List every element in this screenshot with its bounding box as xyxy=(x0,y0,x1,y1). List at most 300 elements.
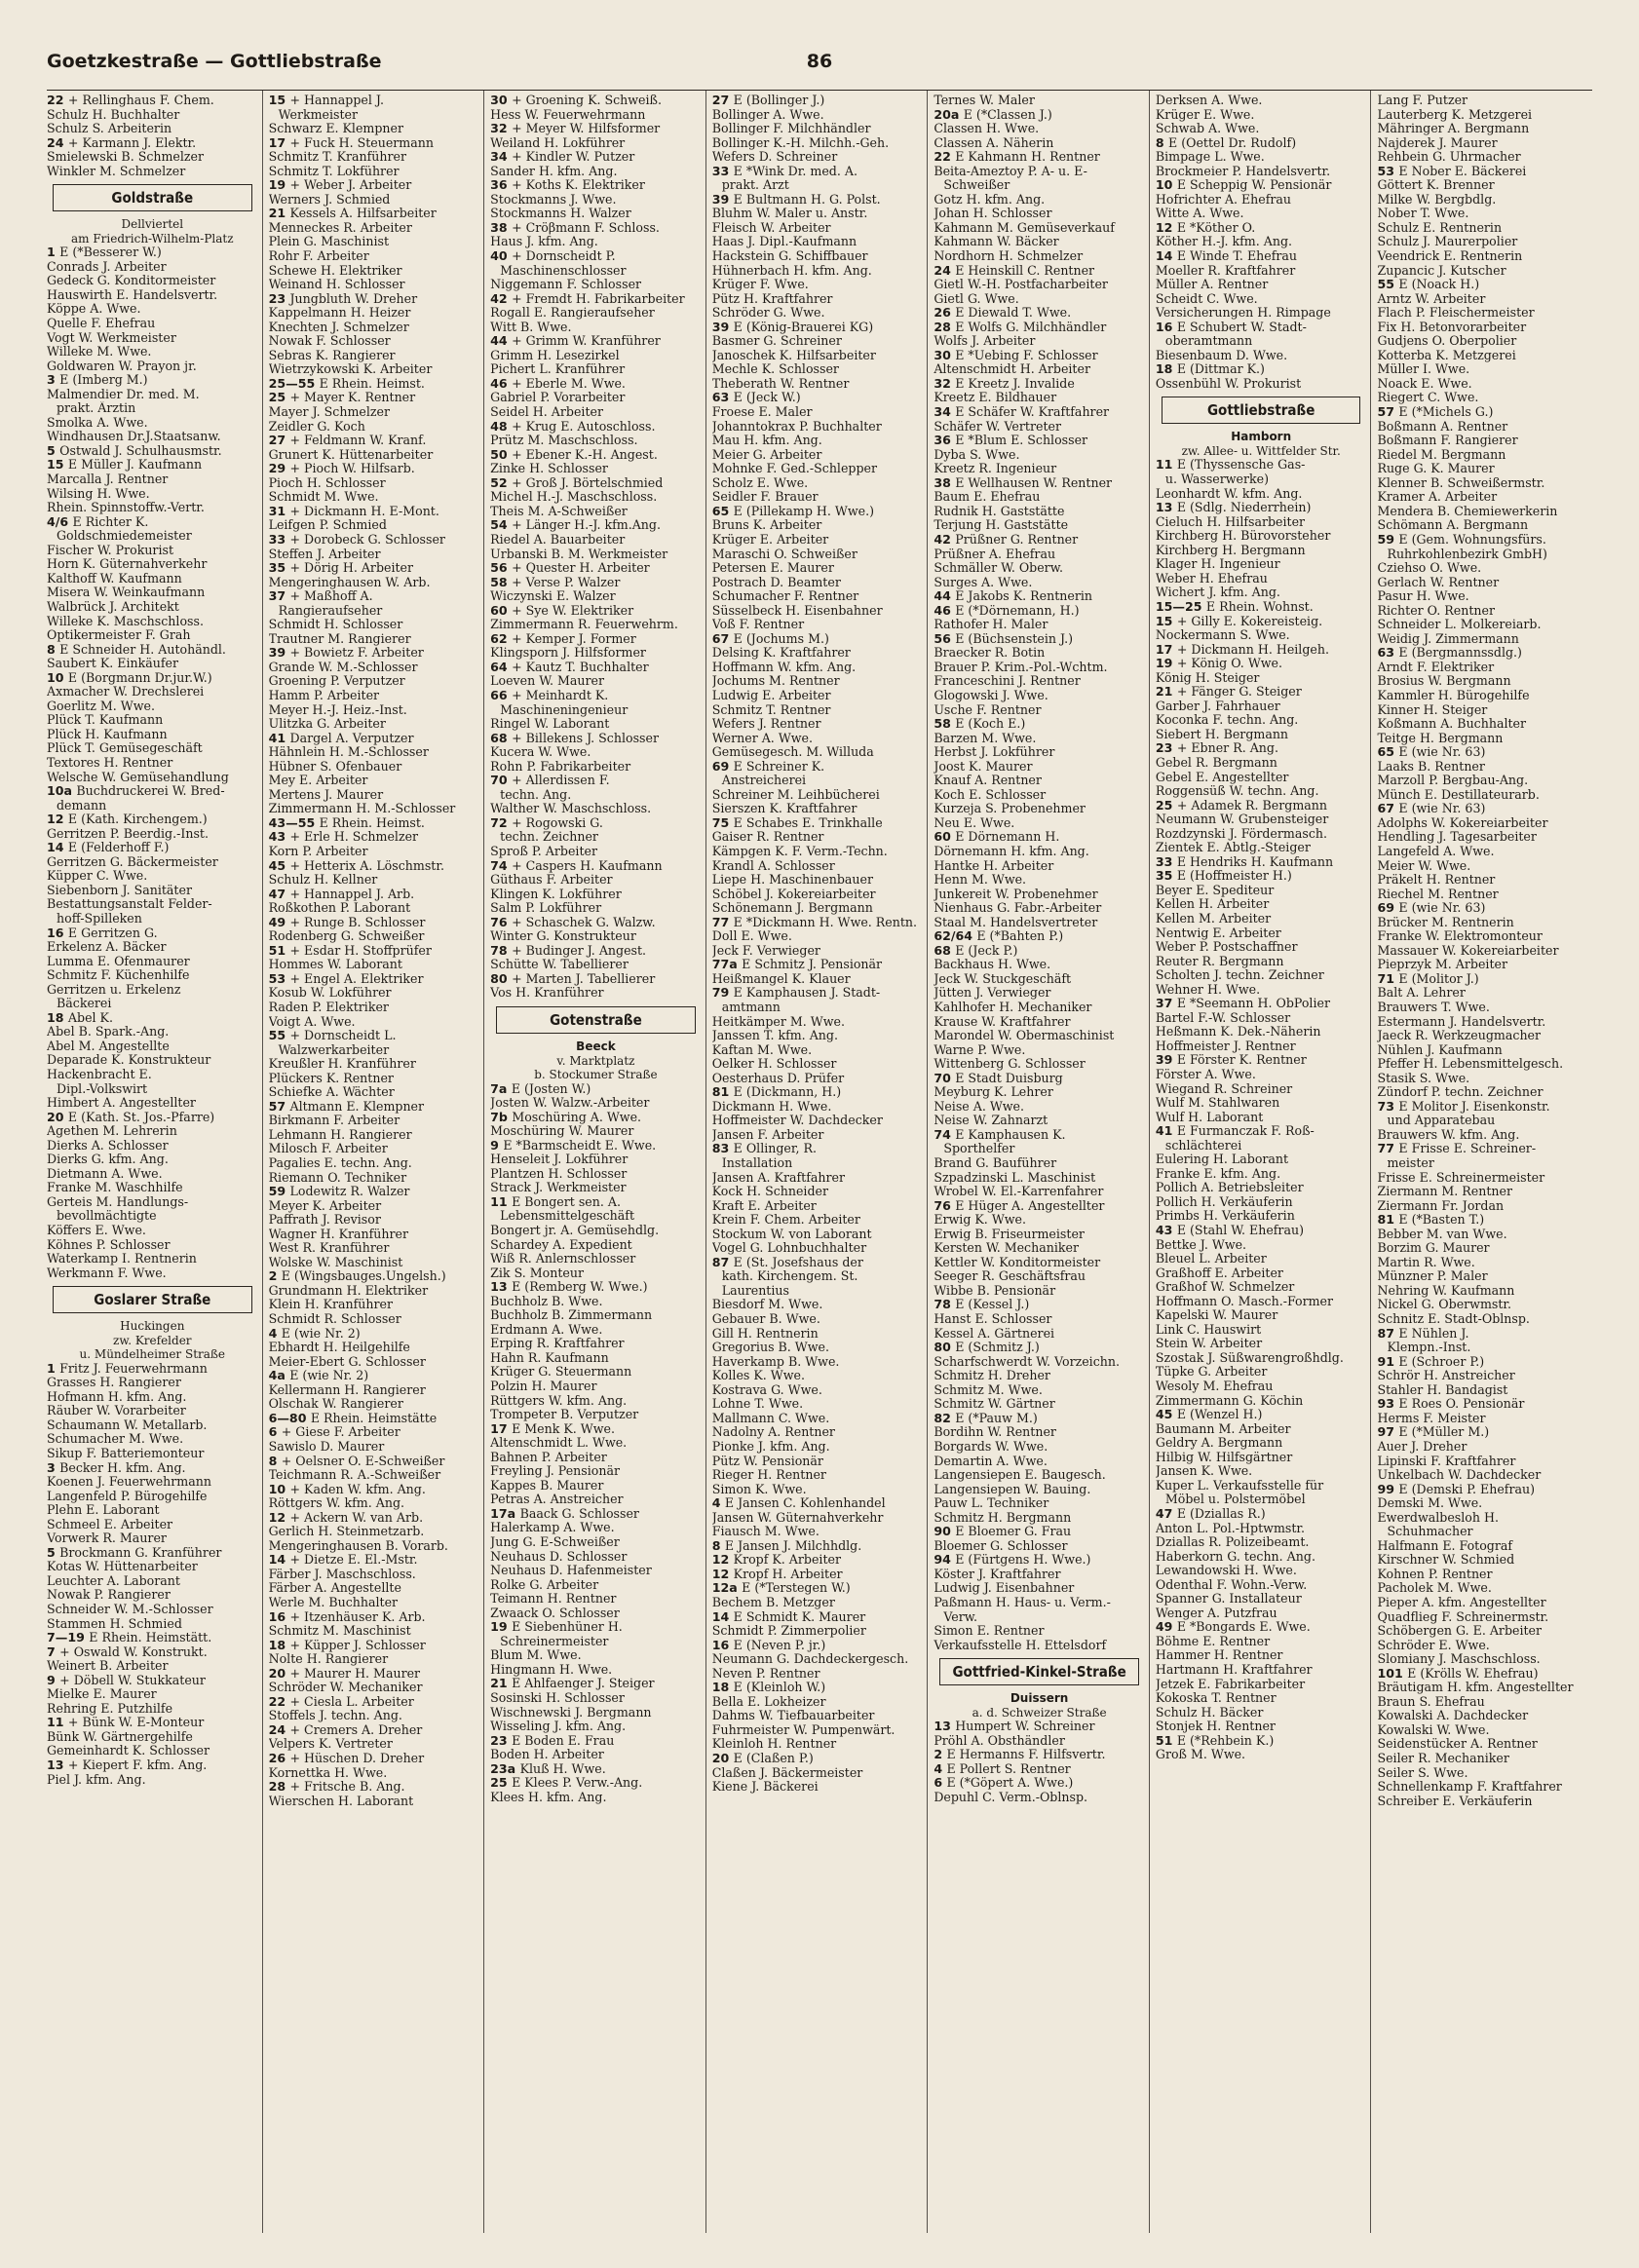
directory-entry: 12a E (*Terstegen W.) xyxy=(711,1581,851,1596)
house-number: 8 xyxy=(711,1538,725,1553)
directory-entry: Schmidt P. Zimmerpolier xyxy=(711,1624,866,1639)
directory-entry: Pauw L. Techniker xyxy=(934,1496,1049,1511)
house-number: 39 xyxy=(268,646,290,661)
directory-entry: Mähringer A. Bergmann xyxy=(1377,122,1530,136)
directory-entry: Trompeter B. Verputzer xyxy=(490,1408,639,1422)
house-number: 30 xyxy=(490,94,513,107)
directory-entry: Riemann O. Techniker xyxy=(268,1170,407,1185)
directory-entry: Gerritzen G. Bäckermeister xyxy=(47,854,218,869)
directory-entry: Hoffmann O. Masch.-Former xyxy=(1155,1294,1334,1308)
directory-entry: 28 E Wolfs G. Milchhändler xyxy=(934,320,1107,334)
directory-entry: 75 E Schabes E. Trinkhalle xyxy=(711,815,883,830)
directory-entry: 22 E Kahmann H. Rentner xyxy=(934,150,1100,165)
directory-entry: Adolphs W. Kokereiarbeiter xyxy=(1377,815,1548,830)
directory-entry: 2 E (Wingsbauges.Ungelsh.) xyxy=(268,1269,446,1284)
directory-entry: Szostak J. Süßwarengroßhdlg. xyxy=(1155,1350,1344,1365)
house-number: 1 xyxy=(47,1361,60,1376)
house-number: 11 xyxy=(1155,458,1177,472)
column-4 xyxy=(705,91,928,2233)
directory-entry: Janoschek K. Hilfsarbeiter xyxy=(711,348,876,362)
directory-entry: Bäckerei xyxy=(57,997,112,1011)
directory-entry: 43 E (Stahl W. Ehefrau) xyxy=(1155,1224,1304,1238)
directory-entry: 79 E Kamphausen J. Stadt- xyxy=(711,986,881,1001)
house-number: 4 xyxy=(934,1761,947,1776)
directory-entry: Werle M. Buchhalter xyxy=(268,1595,399,1609)
house-number: 68 xyxy=(490,731,513,745)
house-number: 58 xyxy=(490,575,513,589)
street-heading: Gotenstraße xyxy=(496,1006,696,1034)
directory-entry: Kellermann H. Rangierer xyxy=(268,1382,426,1397)
directory-entry: 43—55 E Rhein. Heimst. xyxy=(268,815,425,830)
directory-entry: 66 + Meinhardt K. xyxy=(490,688,609,702)
directory-entry: 7a E (Josten W.) xyxy=(490,1081,591,1096)
column-7 xyxy=(1370,91,1592,2233)
directory-entry: Kreetz R. Ingenieur xyxy=(934,462,1057,476)
directory-entry: Grande W. M.-Schlosser xyxy=(268,660,418,674)
directory-entry: Maschineningenieur xyxy=(500,702,629,717)
directory-entry: Theberath W. Rentner xyxy=(711,376,850,391)
directory-entry: 70 E Stadt Duisburg xyxy=(934,1071,1063,1085)
house-number: 32 xyxy=(490,122,513,136)
directory-entry: Pichert L. Kranführer xyxy=(490,362,626,377)
directory-entry: 15 + Hannappel J. xyxy=(268,94,384,107)
directory-entry: Ebhardt H. Heilgehilfe xyxy=(268,1341,410,1355)
directory-entry: Frisse E. Schreinermeister xyxy=(1377,1170,1545,1185)
directory-entry: 28 + Fritsche B. Ang. xyxy=(268,1780,405,1795)
directory-entry: 4a E (wie Nr. 2) xyxy=(268,1369,369,1383)
directory-entry: Brand G. Bauführer xyxy=(934,1156,1057,1171)
directory-entry: 60 + Sye W. Elektriker xyxy=(490,603,634,618)
directory-entry: 25 + Mayer K. Rentner xyxy=(268,391,416,405)
directory-entry: Voigt A. Wwe. xyxy=(268,1014,356,1029)
house-number: 51 xyxy=(1155,1733,1177,1748)
house-number: 38 xyxy=(490,220,513,235)
house-number: 21 xyxy=(268,207,290,221)
directory-entry: Schömann A. Bergmann xyxy=(1377,518,1529,533)
directory-entry: Malmendier Dr. med. M. xyxy=(47,387,200,401)
directory-entry: Laurentius xyxy=(721,1283,789,1298)
directory-entry: Estermann J. Handelsvertr. xyxy=(1377,1014,1546,1029)
house-number: 90 xyxy=(934,1525,956,1539)
directory-entry: Riedel A. Bauarbeiter xyxy=(490,532,626,547)
directory-entry: Waterkamp I. Rentnerin xyxy=(47,1252,197,1266)
directory-entry: Hamm P. Arbeiter xyxy=(268,688,380,702)
directory-entry: Primbs H. Verkäuferin xyxy=(1155,1209,1295,1224)
directory-entry: Bollinger K.-H. Milchh.-Geh. xyxy=(711,135,890,150)
directory-entry: Kreußler H. Kranführer xyxy=(268,1057,416,1072)
house-number: 26 xyxy=(934,306,956,321)
directory-entry: West R. Kranführer xyxy=(268,1241,390,1256)
directory-entry: Backhaus H. Wwe. xyxy=(934,958,1051,972)
directory-entry: 51 + Esdar H. Stoffprüfer xyxy=(268,943,432,958)
house-number: 23 xyxy=(268,291,290,306)
directory-entry: Stoffels J. techn. Ang. xyxy=(268,1709,402,1723)
directory-entry: 9 E *Barmscheidt E. Wwe. xyxy=(490,1138,657,1153)
directory-entry: Sproß P. Arbeiter xyxy=(490,844,597,858)
directory-entry: Krüger G. Steuermann xyxy=(490,1365,632,1380)
directory-entry: 23 E Boden E. Frau xyxy=(490,1733,615,1748)
house-number: 80 xyxy=(934,1341,956,1355)
directory-entry: 91 E (Schroer P.) xyxy=(1377,1354,1485,1369)
directory-entry: 46 + Eberle M. Wwe. xyxy=(490,376,626,391)
directory-entry: Rogall E. Rangieraufseher xyxy=(490,306,655,321)
directory-entry: 67 E (wie Nr. 63) xyxy=(1377,802,1486,816)
directory-entry: Petras A. Anstreicher xyxy=(490,1493,624,1507)
directory-entry: Scharfschwerdt W. Vorzeichn. xyxy=(934,1354,1120,1369)
house-number: 22 xyxy=(47,94,68,107)
directory-entry: Lumma E. Ofenmaurer xyxy=(47,954,190,968)
directory-entry: Dahms W. Tiefbauarbeiter xyxy=(711,1709,875,1723)
directory-entry: Kämpgen K. F. Verm.-Techn. xyxy=(711,844,888,858)
house-number: 20 xyxy=(268,1666,290,1681)
directory-entry: Erping R. Kraftfahrer xyxy=(490,1337,625,1351)
directory-entry: Klager H. Ingenieur xyxy=(1155,557,1280,572)
directory-entry: Stockmanns J. Wwe. xyxy=(490,192,617,207)
directory-entry: Willeke M. Wwe. xyxy=(47,345,152,359)
directory-entry: 16 + Itzenhäuser K. Arb. xyxy=(268,1609,426,1624)
directory-entry: 12 + Ackern W. van Arb. xyxy=(268,1510,424,1525)
directory-entry: Seidel H. Arbeiter xyxy=(490,405,603,420)
directory-entry: Gebauer B. Wwe. xyxy=(711,1312,820,1327)
house-number: 69 xyxy=(1377,901,1399,916)
directory-entry: 23a Kluß H. Wwe. xyxy=(490,1761,606,1776)
house-number: 36 xyxy=(490,178,513,193)
directory-entry: Haberkorn G. techn. Ang. xyxy=(1155,1549,1315,1564)
directory-entry: 7 + Oswald W. Konstrukt. xyxy=(47,1644,208,1659)
directory-entry: Witte A. Wwe. xyxy=(1155,207,1244,221)
directory-entry: Bahnen P. Arbeiter xyxy=(490,1450,607,1464)
directory-entry: 83 E Ollinger, R. xyxy=(711,1142,818,1156)
directory-entry: Demski M. Wwe. xyxy=(1377,1496,1483,1511)
directory-entry: Veendrick E. Rentnerin xyxy=(1377,249,1523,264)
directory-entry: Rehbein G. Uhrmacher xyxy=(1377,150,1521,165)
directory-entry: 31 + Dickmann H. E-Mont. xyxy=(268,504,439,518)
directory-entry: Fix H. Betonvorarbeiter xyxy=(1377,320,1527,334)
directory-entry: Himbert A. Angestellter xyxy=(47,1096,196,1111)
directory-entry: Meyer H.-J. Heiz.-Inst. xyxy=(268,702,407,717)
directory-entry: Conrads J. Arbeiter xyxy=(47,259,167,274)
house-number: 23a xyxy=(490,1761,520,1776)
directory-entry: Krein F. Chem. Arbeiter xyxy=(711,1213,860,1228)
directory-entry: Ulitzka G. Arbeiter xyxy=(268,717,386,732)
directory-entry: Plück H. Kaufmann xyxy=(47,727,168,741)
directory-entry: Brauwers W. kfm. Ang. xyxy=(1377,1127,1520,1142)
directory-entry: techn. Zeichner xyxy=(500,830,598,845)
directory-entry: Meier-Ebert G. Schlosser xyxy=(268,1354,426,1369)
house-number: 65 xyxy=(711,504,734,518)
directory-entry: Schmeel E. Arbeiter xyxy=(47,1517,173,1531)
house-number: 39 xyxy=(1155,1053,1177,1068)
directory-entry: Werners J. Schmied xyxy=(268,192,391,207)
directory-entry: 13 E (Remberg W. Wwe.) xyxy=(490,1280,648,1295)
directory-entry: Nowak P. Rangierer xyxy=(47,1588,171,1603)
directory-entry: Wulf M. Stahlwaren xyxy=(1155,1096,1280,1111)
directory-entry: 94 E (Fürtgens H. Wwe.) xyxy=(934,1553,1091,1568)
directory-entry: Kotas W. Hüttenarbeiter xyxy=(47,1560,198,1574)
directory-entry: Erwig K. Wwe. xyxy=(934,1213,1026,1228)
directory-entry: Froese E. Maler xyxy=(711,405,813,420)
directory-entry: Kiene J. Bäckerei xyxy=(711,1780,819,1795)
directory-entry: Axmacher W. Drechslerei xyxy=(47,685,205,699)
house-number: 75 xyxy=(711,815,734,830)
directory-entry: Ruhrkohlenbezirk GmbH) xyxy=(1387,547,1547,561)
directory-entry: Anstreicherei xyxy=(721,774,807,788)
directory-entry: Paßmann H. Haus- u. Verm.- xyxy=(934,1595,1111,1609)
house-number: 69 xyxy=(711,759,734,774)
house-number: 77a xyxy=(711,958,743,972)
directory-entry: Brauer P. Krim.-Pol.-Wchtm. xyxy=(934,660,1108,674)
directory-entry: Kapelski W. Maurer xyxy=(1155,1308,1278,1323)
directory-entry: 32 E Kreetz J. Invalide xyxy=(934,376,1075,391)
directory-entry: Haverkamp B. Wwe. xyxy=(711,1354,840,1369)
directory-entry: 41 Dargel A. Verputzer xyxy=(268,731,414,745)
house-number: 18 xyxy=(268,1638,290,1652)
house-number: 40 xyxy=(490,249,513,264)
directory-entry: Schiefke A. Wächter xyxy=(268,1085,395,1100)
house-number: 93 xyxy=(1377,1397,1399,1412)
directory-entry: Bongert jr. A. Gemüsehdlg. xyxy=(490,1223,660,1237)
directory-entry: Michel H.-J. Maschschloss. xyxy=(490,490,658,505)
column-3 xyxy=(483,91,705,2233)
directory-entry: Moschüring W. Maurer xyxy=(490,1124,634,1139)
directory-entry: Verw. xyxy=(943,1609,978,1624)
house-number: 34 xyxy=(490,150,513,165)
directory-entry: 40 + Dornscheidt P. xyxy=(490,249,616,264)
directory-entry: Färber A. Angestellte xyxy=(268,1581,401,1596)
directory-entry: 21 E Ahlfaenger J. Steiger xyxy=(490,1677,655,1691)
directory-entry: Plehn E. Laborant xyxy=(47,1503,160,1518)
directory-entry: Prütz M. Maschschloss. xyxy=(490,434,638,448)
directory-entry: Prüßner A. Ehefrau xyxy=(934,547,1056,561)
house-number: 14 xyxy=(711,1609,734,1624)
house-number: 6 xyxy=(934,1776,947,1791)
directory-entry: Kowalski W. Wwe. xyxy=(1377,1722,1490,1737)
directory-entry: Dörnemann H. kfm. Ang. xyxy=(934,844,1089,858)
house-number: 3 xyxy=(47,1460,60,1475)
directory-entry: 53 + Engel A. Elektriker xyxy=(268,971,424,986)
directory-entry: Jansen W. Güternahverkehr xyxy=(711,1510,884,1525)
house-number: 25—55 xyxy=(268,376,320,391)
directory-entry: 46 E (*Dörnemann, H.) xyxy=(934,603,1080,618)
directory-entry: Weber H. Ehefrau xyxy=(1155,571,1268,586)
directory-entry: Optikermeister F. Grah xyxy=(47,628,191,643)
directory-entry: Bleuel L. Arbeiter xyxy=(1155,1252,1267,1266)
house-number: 35 xyxy=(268,561,290,576)
house-number: 70 xyxy=(490,774,513,788)
directory-entry: Kettler W. Konditormeister xyxy=(934,1255,1101,1269)
directory-entry: Laaks B. Rentner xyxy=(1377,759,1485,774)
directory-entry: u. Wasserwerke) xyxy=(1164,472,1270,487)
directory-entry: Borzim G. Maurer xyxy=(1377,1241,1490,1256)
directory-entry: Wehner H. Wwe. xyxy=(1155,982,1261,997)
house-number: 70 xyxy=(934,1071,956,1085)
directory-entry: Hühnerbach H. kfm. Ang. xyxy=(711,263,872,278)
page-title: Goetzkestraße — Gottliebstraße xyxy=(47,51,382,72)
directory-entry: 3 E (Imberg M.) xyxy=(47,373,148,388)
directory-entry: 21 Kessels A. Hilfsarbeiter xyxy=(268,207,437,221)
directory-entry: Stockum W. von Laborant xyxy=(711,1227,872,1241)
house-number: 24 xyxy=(268,1722,290,1737)
directory-entry: Martin R. Wwe. xyxy=(1377,1255,1475,1269)
house-number: 20 xyxy=(47,1110,68,1124)
house-number: 6 xyxy=(268,1425,282,1440)
house-number: 9 xyxy=(47,1673,60,1687)
house-number: 7b xyxy=(490,1110,513,1124)
directory-entry: Neumann W. Grubensteiger xyxy=(1155,813,1329,827)
directory-entry: Szpadzinski L. Maschinist xyxy=(934,1170,1096,1185)
directory-entry: Nolte H. Rangierer xyxy=(268,1652,389,1667)
directory-entry: Teichmann R. A.-Schweißer xyxy=(268,1468,441,1483)
directory-entry: Saubert K. Einkäufer xyxy=(47,657,178,671)
directory-entry: Langenfeld P. Bürogehilfe xyxy=(47,1489,208,1503)
directory-entry: Trautner M. Rangierer xyxy=(268,631,411,646)
directory-entry: 6—80 E Rhein. Heimstätte xyxy=(268,1411,438,1425)
directory-entry: 69 E (wie Nr. 63) xyxy=(1377,901,1486,916)
directory-entry: Wolske W. Maschinist xyxy=(268,1255,403,1269)
directory-entry: Welsche W. Gemüsehandlung xyxy=(47,770,229,784)
house-number: 7a xyxy=(490,1081,512,1096)
directory-entry: Kuper L. Verkaufsstelle für xyxy=(1155,1478,1324,1493)
directory-entry: Roggensüß W. techn. Ang. xyxy=(1155,784,1319,799)
directory-entry: 35 + Dörig H. Arbeiter xyxy=(268,561,414,576)
directory-entry: Ewerdwalbesloh H. xyxy=(1377,1510,1499,1525)
house-number: 74 xyxy=(490,858,513,873)
directory-entry: 60 E Dörnemann H. xyxy=(934,830,1060,845)
directory-entry: Johanntokrax P. Buchhalter xyxy=(711,419,882,434)
directory-entry: 49 + Runge B. Schlosser xyxy=(268,915,426,929)
directory-entry: Zimmermann G. Köchin xyxy=(1155,1393,1304,1408)
house-number: 53 xyxy=(268,971,290,986)
house-number: 22 xyxy=(268,1694,290,1709)
directory-entry: 33 + Dorobeck G. Schlosser xyxy=(268,532,445,547)
directory-entry: Walzwerkarbeiter xyxy=(278,1042,390,1057)
directory-entry: 16 E Gerritzen G. xyxy=(47,926,158,940)
directory-entry: Buchholz B. Zimmermann xyxy=(490,1308,653,1323)
directory-entry: Raden P. Elektriker xyxy=(268,1001,389,1014)
directory-entry: Fleisch W. Arbeiter xyxy=(711,220,831,235)
directory-entry: 5 Brockmann G. Kranführer xyxy=(47,1545,222,1560)
directory-entry: Surges A. Wwe. xyxy=(934,575,1033,589)
directory-entry: Werner A. Wwe. xyxy=(711,731,813,745)
directory-entry: 57 Altmann E. Klempner xyxy=(268,1099,425,1114)
directory-entry: Scholten J. techn. Zeichner xyxy=(1155,968,1324,983)
directory-entry: Winter G. Konstrukteur xyxy=(490,929,636,944)
directory-entry: Kurzeja S. Probenehmer xyxy=(934,802,1086,816)
directory-entry: Gietl G. Wwe. xyxy=(934,291,1019,306)
directory-entry: Pollich H. Verkäuferin xyxy=(1155,1194,1293,1209)
directory-entry: 38 E Wellhausen W. Rentner xyxy=(934,475,1113,490)
directory-entry: 25 E Klees P. Verw.-Ang. xyxy=(490,1776,643,1791)
house-number: 17a xyxy=(490,1506,520,1521)
directory-entry: 56 E (Büchsenstein J.) xyxy=(934,631,1074,646)
house-number: 78 xyxy=(490,943,513,958)
house-number: 67 xyxy=(711,631,734,646)
directory-entry: Heißmangel K. Klauer xyxy=(711,971,851,986)
house-number: 63 xyxy=(1377,646,1399,661)
house-number: 36 xyxy=(934,434,956,448)
directory-entry: Velpers K. Vertreter xyxy=(268,1737,393,1752)
directory-entry: König H. Steiger xyxy=(1155,670,1260,685)
directory-entry: 68 E (Jeck P.) xyxy=(934,943,1018,958)
directory-entry: Oelker H. Schlosser xyxy=(711,1057,837,1072)
directory-entry: Jansen F. Arbeiter xyxy=(711,1127,824,1142)
directory-entry: 65 E (wie Nr. 63) xyxy=(1377,745,1486,760)
directory-entry: Biesenbaum D. Wwe. xyxy=(1155,348,1288,362)
directory-entry: Theis M. A-Schweißer xyxy=(490,504,628,518)
directory-entry: 19 + Weber J. Arbeiter xyxy=(268,178,412,193)
directory-entry: Sawislo D. Maurer xyxy=(268,1439,385,1454)
directory-entry: 34 + Kindler W. Putzer xyxy=(490,150,635,165)
house-number: 65 xyxy=(1377,745,1399,760)
house-number: 55 xyxy=(1377,278,1399,292)
directory-entry: Olschak W. Rangierer xyxy=(268,1397,403,1412)
directory-entry: Grunert K. Hüttenarbeiter xyxy=(268,447,434,462)
house-number: 16 xyxy=(47,926,68,940)
directory-entry: Kammler H. Bürogehilfe xyxy=(1377,688,1530,702)
house-number: 101 xyxy=(1377,1666,1408,1681)
directory-entry: Gemüsegesch. M. Willuda xyxy=(711,745,874,760)
directory-entry: Fuhrmeister W. Pumpenwärt. xyxy=(711,1722,896,1737)
directory-entry: Korn P. Arbeiter xyxy=(268,844,368,858)
directory-entry: 30 + Groening K. Schweiß. xyxy=(490,94,662,107)
directory-entry: 90 E Bloemer G. Frau xyxy=(934,1525,1072,1539)
directory-entry: Ludwig E. Arbeiter xyxy=(711,688,831,702)
house-number: 43—55 xyxy=(268,815,320,830)
directory-entry: Balt A. Lehrer xyxy=(1377,986,1466,1001)
directory-entry: Wilsing H. Wwe. xyxy=(47,486,150,501)
directory-entry: Zupancic J. Kutscher xyxy=(1377,263,1506,278)
house-number: 79 xyxy=(711,986,734,1001)
directory-entry: Vos H. Kranführer xyxy=(490,986,604,1001)
directory-entry: 24 + Cremers A. Dreher xyxy=(268,1722,423,1737)
directory-entry: 36 + Koths K. Elektriker xyxy=(490,178,645,193)
directory-entry: Plein G. Maschinist xyxy=(268,235,390,249)
directory-entry: Rüttgers W. kfm. Ang. xyxy=(490,1393,628,1408)
directory-entry: 36 E *Blum E. Schlosser xyxy=(934,434,1088,448)
column-1 xyxy=(47,91,262,2233)
directory-entry: Kolles K. Wwe. xyxy=(711,1369,805,1383)
directory-entry: Lebensmittelgeschäft xyxy=(500,1209,635,1224)
directory-entry: Bluhm W. Maler u. Anstr. xyxy=(711,207,868,221)
directory-entry: Kock H. Schneider xyxy=(711,1185,828,1199)
directory-entry: 23 Jungbluth W. Dreher xyxy=(268,291,418,306)
directory-entry: Graßhoff E. Arbeiter xyxy=(1155,1266,1283,1280)
directory-entry: Ziermann M. Rentner xyxy=(1377,1185,1512,1199)
directory-entry: Dziallas R. Polizeibeamt. xyxy=(1155,1535,1310,1550)
house-number: 1 xyxy=(47,246,60,260)
directory-entry: Hammer H. Rentner xyxy=(1155,1648,1283,1663)
directory-entry: Bünk W. Gärtnergehilfe xyxy=(47,1729,193,1744)
directory-entry: Kleinloh H. Rentner xyxy=(711,1737,837,1752)
directory-entry: Janssen T. kfm. Ang. xyxy=(711,1029,838,1043)
directory-entry: Schnitz E. Stadt-Oblnsp. xyxy=(1377,1312,1530,1327)
directory-entry: Sander H. kfm. Ang. xyxy=(490,164,618,178)
directory-entry: Pagalies E. techn. Ang. xyxy=(268,1156,412,1171)
directory-entry: 17a Baack G. Schlosser xyxy=(490,1506,639,1521)
directory-entry: Hanst E. Schlosser xyxy=(934,1312,1052,1327)
directory-entry: Kinner H. Steiger xyxy=(1377,702,1488,717)
directory-entry: amtmann xyxy=(721,1001,781,1014)
directory-entry: Koconka F. techn. Ang. xyxy=(1155,713,1299,728)
directory-entry: Rangieraufseher xyxy=(278,603,383,618)
directory-entry: Arntz W. Arbeiter xyxy=(1377,291,1486,306)
house-number: 99 xyxy=(1377,1482,1399,1496)
directory-entry: Pionke J. kfm. Ang. xyxy=(711,1439,830,1454)
house-number: 59 xyxy=(268,1185,290,1199)
directory-entry: Schnellenkamp F. Kraftfahrer xyxy=(1377,1780,1562,1795)
directory-entry: Pioch H. Schlosser xyxy=(268,475,386,490)
directory-entry: Kappes B. Maurer xyxy=(490,1478,604,1493)
